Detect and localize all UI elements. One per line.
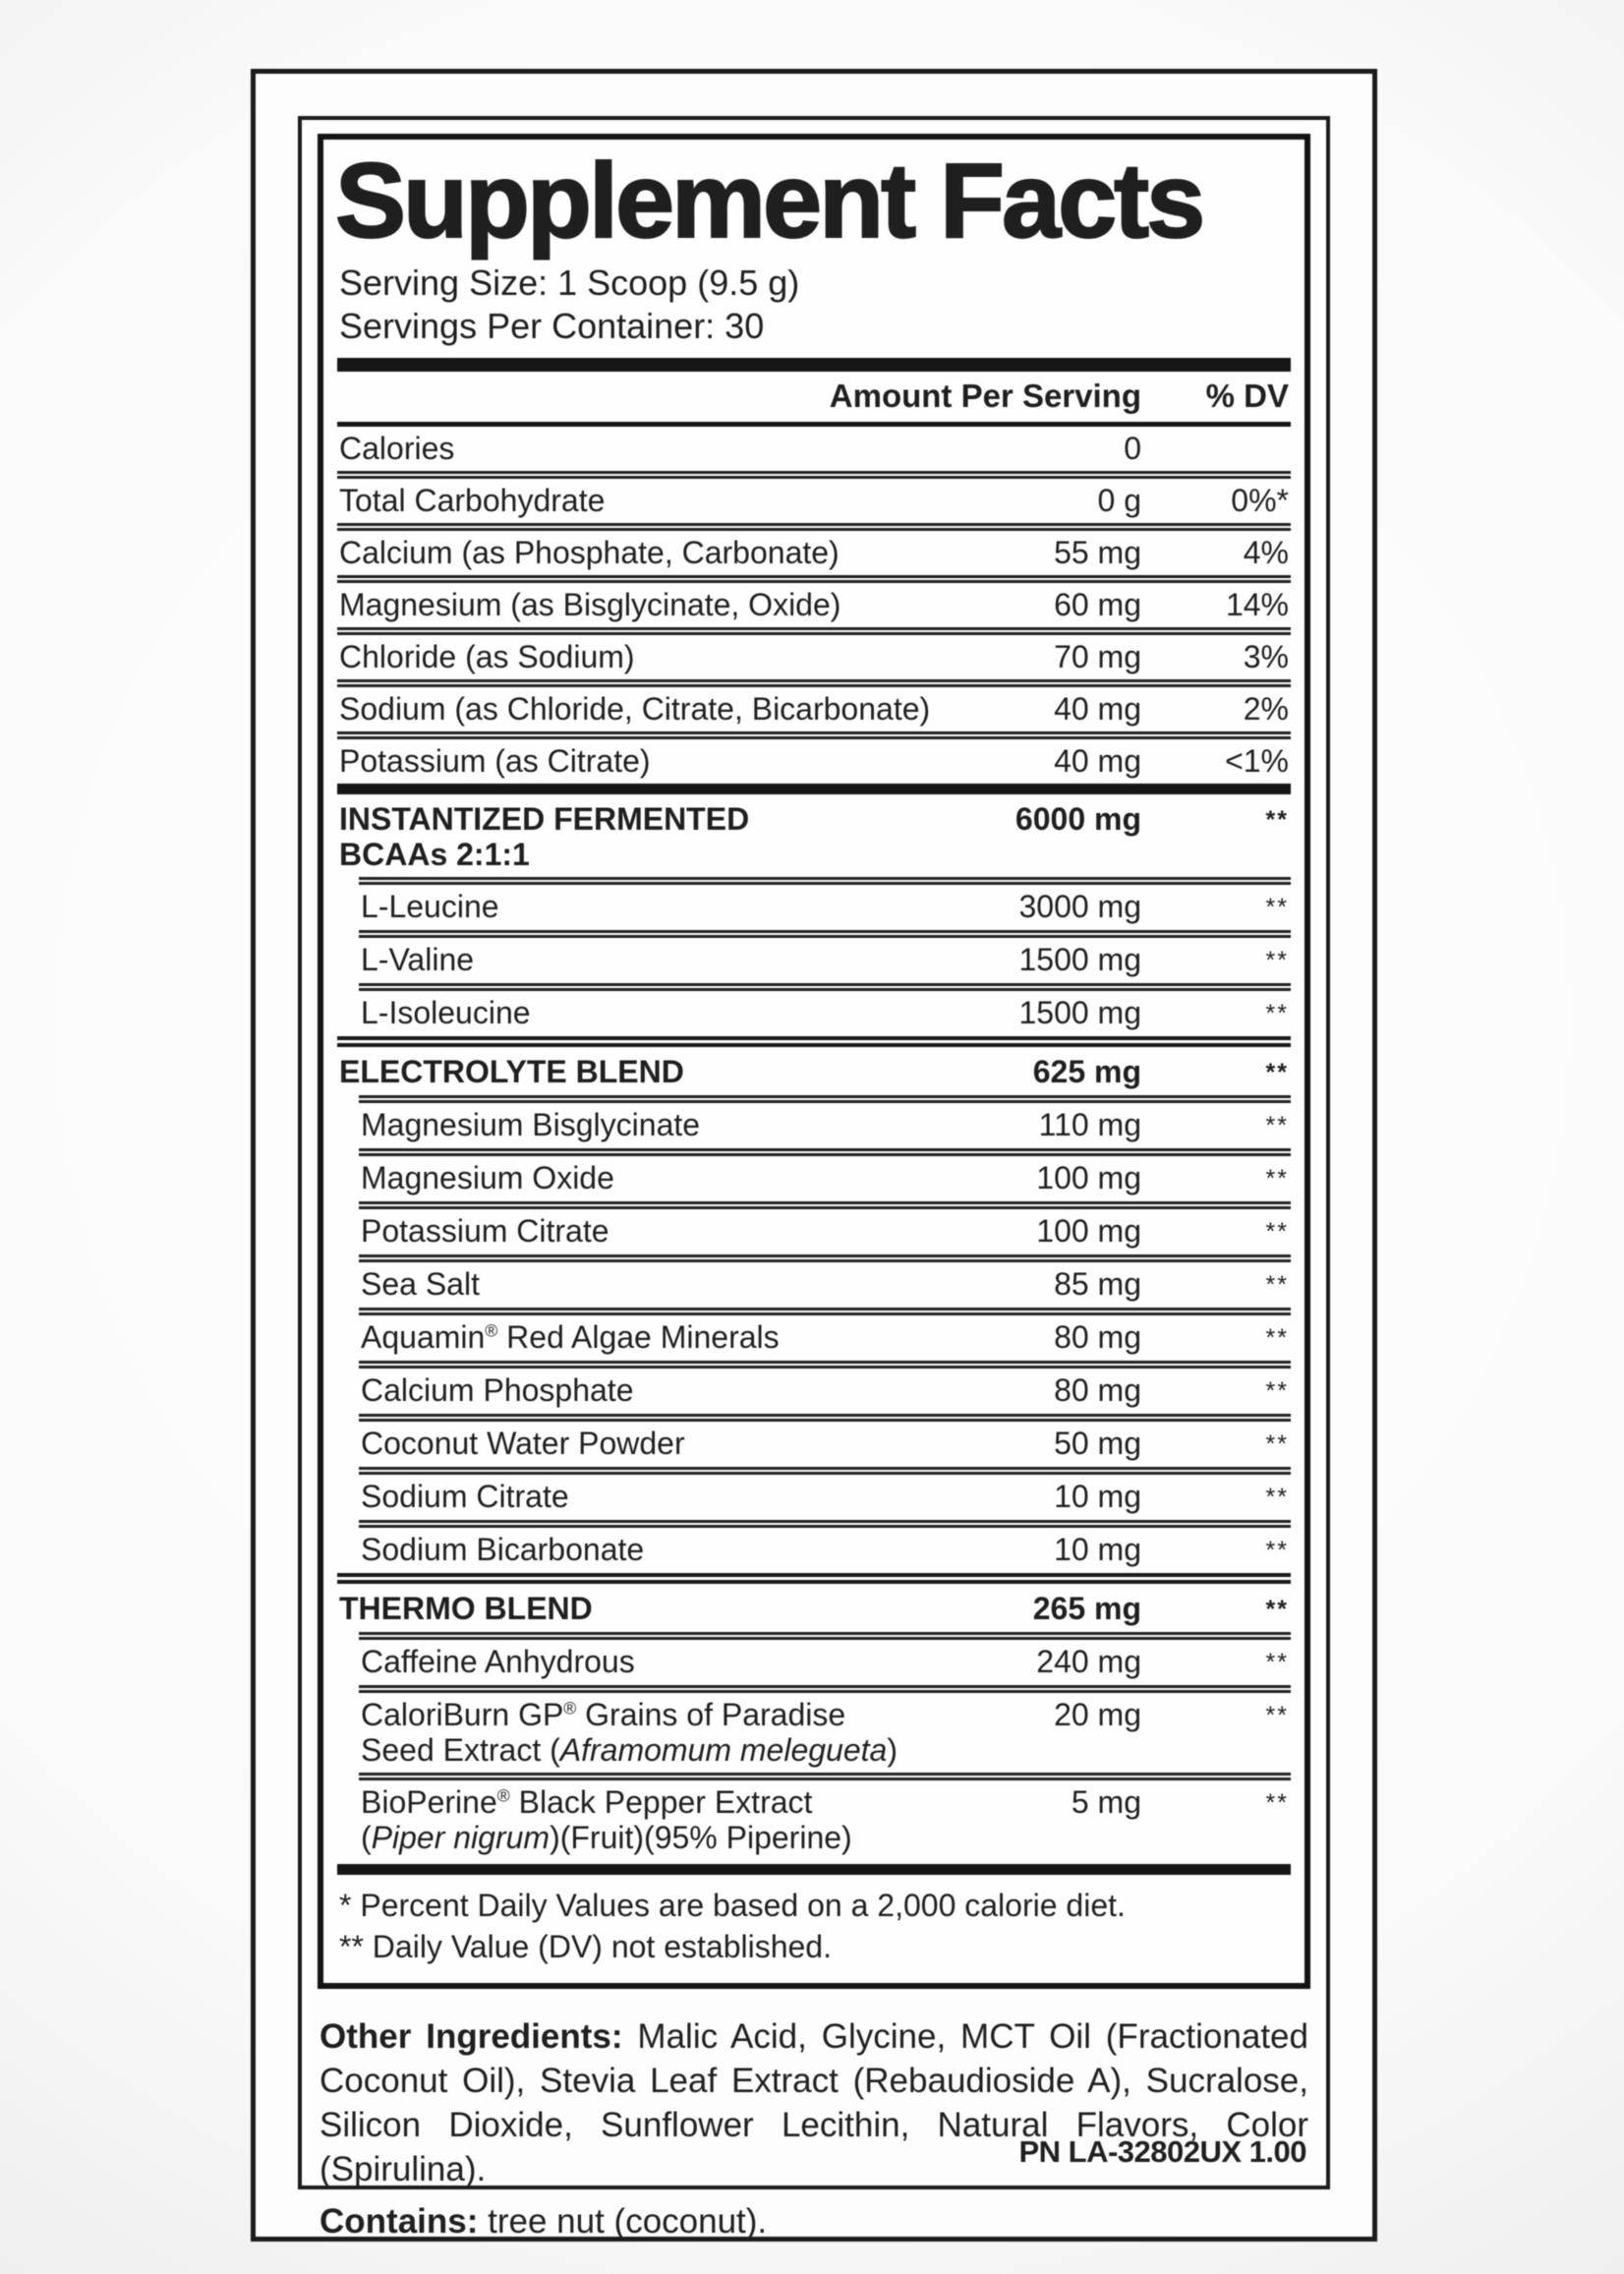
ingredient-daily-value: 2% xyxy=(1243,691,1289,728)
servings-per-container: Servings Per Container: 30 xyxy=(339,306,765,347)
ingredient-name: Total Carbohydrate xyxy=(339,483,606,519)
ingredient-daily-value: ** xyxy=(1265,1324,1289,1353)
ingredient-row xyxy=(359,1308,1291,1361)
ingredient-daily-value: ** xyxy=(1265,1430,1289,1459)
ingredient-amount: 6000 mg xyxy=(1015,801,1141,838)
ingredient-daily-value: ** xyxy=(1265,1484,1289,1512)
footnote-text: Percent Daily Values are based on a 2,000 calorie diet. xyxy=(360,1888,1126,1924)
ingredient-name: Chloride (as Sodium) xyxy=(339,639,635,675)
ingredient-amount: 40 mg xyxy=(1054,691,1141,728)
other-ingredients-text: Malic Acid, Glycine, MCT Oil (Fractionated Coconut Oil), Stevia Leaf Extract (Rebaudioside A), Sucralose, Silicon Dioxide, Sunflower Lecithin, Natural Flavors, Color (Spirulina). xyxy=(319,2017,1308,2189)
ingredient-amount: 40 mg xyxy=(1054,743,1141,780)
ingredient-amount: 240 mg xyxy=(1036,1644,1141,1680)
part-number: PN LA-32802UX 1.00 xyxy=(1018,2134,1306,2169)
ingredient-amount: 20 mg xyxy=(1054,1697,1141,1733)
ingredient-row xyxy=(359,1414,1291,1467)
ingredient-row xyxy=(359,930,1291,983)
contains-statement xyxy=(319,2199,1308,2244)
footnote-daily-values xyxy=(339,1885,1289,1926)
ingredient-row xyxy=(359,1095,1291,1148)
ingredient-row xyxy=(359,1632,1291,1685)
ingredient-amount: 10 mg xyxy=(1054,1532,1141,1568)
ingredient-name: BioPerine® Black Pepper Extract (Piper nigrum)(Fruit)(95% Piperine) xyxy=(361,1784,852,1856)
ingredient-name: Calcium Phosphate xyxy=(361,1372,634,1409)
ingredient-name: INSTANTIZED FERMENTED BCAAs 2:1:1 xyxy=(339,801,750,873)
ingredient-name: Potassium Citrate xyxy=(361,1213,609,1250)
ingredient-name: Sodium Citrate xyxy=(361,1479,569,1515)
ingredient-row xyxy=(337,627,1291,679)
ingredient-daily-value: ** xyxy=(1265,1596,1289,1624)
divider-heavy xyxy=(337,1864,1291,1875)
ingredient-daily-value: ** xyxy=(1265,1789,1289,1818)
ingredient-row xyxy=(337,575,1291,627)
ingredient-amount: 85 mg xyxy=(1054,1266,1141,1303)
ingredient-name: Sodium Bicarbonate xyxy=(361,1532,645,1568)
ingredient-name: Sodium (as Chloride, Citrate, Bicarbonate) xyxy=(339,691,931,728)
ingredient-daily-value: ** xyxy=(1265,1702,1289,1730)
ingredient-amount: 1500 mg xyxy=(1018,995,1141,1031)
registered-trademark-symbol: ® xyxy=(496,1785,510,1806)
footnote-text: Daily Value (DV) not established. xyxy=(372,1929,832,1965)
ingredient-name: Sea Salt xyxy=(361,1266,480,1303)
ingredient-daily-value: ** xyxy=(1265,1271,1289,1300)
ingredient-name: Magnesium Bisglycinate xyxy=(361,1107,701,1143)
ingredient-row xyxy=(359,1685,1291,1773)
footnote-marker: ** xyxy=(339,1929,364,1965)
ingredient-row xyxy=(359,1361,1291,1414)
ingredient-amount: 60 mg xyxy=(1054,587,1141,623)
ingredient-name: Potassium (as Citrate) xyxy=(339,743,651,780)
ingredient-amount: 0 xyxy=(1124,431,1141,467)
column-header-row xyxy=(337,372,1291,427)
ingredient-name: Aquamin® Red Algae Minerals xyxy=(361,1319,780,1356)
ingredient-daily-value: ** xyxy=(1265,1112,1289,1140)
ingredient-name: L-Leucine xyxy=(361,889,499,925)
ingredient-row xyxy=(337,1036,1291,1095)
ingredient-name: L-Valine xyxy=(361,942,475,978)
ingredient-daily-value: 0%* xyxy=(1231,483,1289,519)
ingredient-amount: 110 mg xyxy=(1038,1107,1141,1143)
ingredient-name: Calcium (as Phosphate, Carbonate) xyxy=(339,535,840,571)
other-ingredients-label: Other Ingredients: xyxy=(319,2017,623,2057)
contains-text: tree nut (coconut). xyxy=(488,2202,768,2242)
ingredient-amount: 3000 mg xyxy=(1018,889,1141,925)
ingredient-row xyxy=(359,877,1291,930)
divider-heavy xyxy=(337,358,1291,372)
ingredient-row xyxy=(359,1148,1291,1201)
ingredient-row xyxy=(359,1467,1291,1520)
supplement-facts-panel xyxy=(318,134,1310,1989)
ingredient-name: CaloriBurn GP® Grains of Paradise Seed Extract (Aframomum melegueta) xyxy=(361,1697,898,1769)
ingredient-amount: 55 mg xyxy=(1054,535,1141,571)
ingredient-name-line2: BCAAs 2:1:1 xyxy=(339,837,530,873)
ingredient-daily-value: ** xyxy=(1265,1649,1289,1677)
ingredient-row xyxy=(337,471,1291,523)
footnote-marker: * xyxy=(339,1888,352,1924)
ingredient-name-line2: (Piper nigrum)(Fruit)(95% Piperine) xyxy=(361,1820,852,1856)
ingredient-amount: 265 mg xyxy=(1032,1591,1141,1627)
ingredient-daily-value: <1% xyxy=(1225,743,1289,780)
ingredient-amount: 1500 mg xyxy=(1018,942,1141,978)
ingredient-name: Calories xyxy=(339,431,455,467)
ingredient-daily-value: ** xyxy=(1265,1377,1289,1406)
ingredient-daily-value: ** xyxy=(1265,894,1289,922)
inner-border xyxy=(298,116,1330,2242)
ingredient-daily-value: 3% xyxy=(1243,639,1289,675)
serving-size: Serving Size: 1 Scoop (9.5 g) xyxy=(339,262,800,304)
ingredient-row xyxy=(337,679,1291,731)
ingredient-daily-value: ** xyxy=(1265,806,1289,835)
registered-trademark-symbol: ® xyxy=(485,1320,498,1341)
ingredient-daily-value: ** xyxy=(1265,1218,1289,1247)
dv-column-header: % DV xyxy=(1205,378,1289,415)
ingredient-row xyxy=(337,784,1291,877)
ingredient-row xyxy=(359,1201,1291,1254)
panel-title: Supplement Facts xyxy=(335,141,1203,260)
ingredient-daily-value: ** xyxy=(1265,947,1289,975)
amount-column-header: Amount Per Serving xyxy=(829,378,1141,415)
ingredient-row xyxy=(337,1573,1291,1632)
outer-border xyxy=(251,69,1377,2242)
ingredient-row xyxy=(337,427,1291,471)
ingredient-row xyxy=(359,1773,1291,1860)
ingredient-amount: 70 mg xyxy=(1054,639,1141,675)
ingredient-row xyxy=(359,1254,1291,1308)
ingredient-amount: 100 mg xyxy=(1036,1213,1141,1250)
registered-trademark-symbol: ® xyxy=(563,1698,577,1719)
ingredient-amount: 0 g xyxy=(1097,483,1141,519)
ingredient-daily-value: 14% xyxy=(1225,587,1289,623)
ingredient-name: THERMO BLEND xyxy=(339,1591,593,1627)
ingredient-row xyxy=(359,983,1291,1036)
footnote-dv-not-established xyxy=(339,1926,1289,1967)
ingredient-name: Caffeine Anhydrous xyxy=(361,1644,635,1680)
ingredient-amount: 10 mg xyxy=(1054,1479,1141,1515)
ingredient-amount: 80 mg xyxy=(1054,1372,1141,1409)
ingredient-daily-value: ** xyxy=(1265,1059,1289,1087)
ingredient-row xyxy=(337,731,1291,784)
ingredient-rows xyxy=(323,427,1305,1860)
ingredient-name: Coconut Water Powder xyxy=(361,1426,685,1462)
ingredient-name: ELECTROLYTE BLEND xyxy=(339,1054,684,1090)
ingredient-amount: 100 mg xyxy=(1036,1160,1141,1196)
ingredient-row xyxy=(337,523,1291,575)
footnotes xyxy=(323,1875,1305,1983)
ingredient-amount: 5 mg xyxy=(1071,1784,1141,1821)
ingredient-name: Magnesium Oxide xyxy=(361,1160,614,1196)
ingredient-daily-value: 4% xyxy=(1243,535,1289,571)
ingredient-amount: 80 mg xyxy=(1054,1319,1141,1356)
ingredient-name: Magnesium (as Bisglycinate, Oxide) xyxy=(339,587,841,623)
ingredient-name: L-Isoleucine xyxy=(361,995,531,1031)
ingredient-daily-value: ** xyxy=(1265,1165,1289,1194)
ingredient-daily-value: ** xyxy=(1265,1537,1289,1565)
contains-label: Contains: xyxy=(319,2202,479,2242)
ingredient-row xyxy=(359,1520,1291,1573)
ingredient-name-line2: Seed Extract (Aframomum melegueta) xyxy=(361,1732,898,1769)
ingredient-amount: 50 mg xyxy=(1054,1426,1141,1462)
ingredient-amount: 625 mg xyxy=(1032,1054,1141,1090)
ingredient-daily-value: ** xyxy=(1265,1000,1289,1028)
